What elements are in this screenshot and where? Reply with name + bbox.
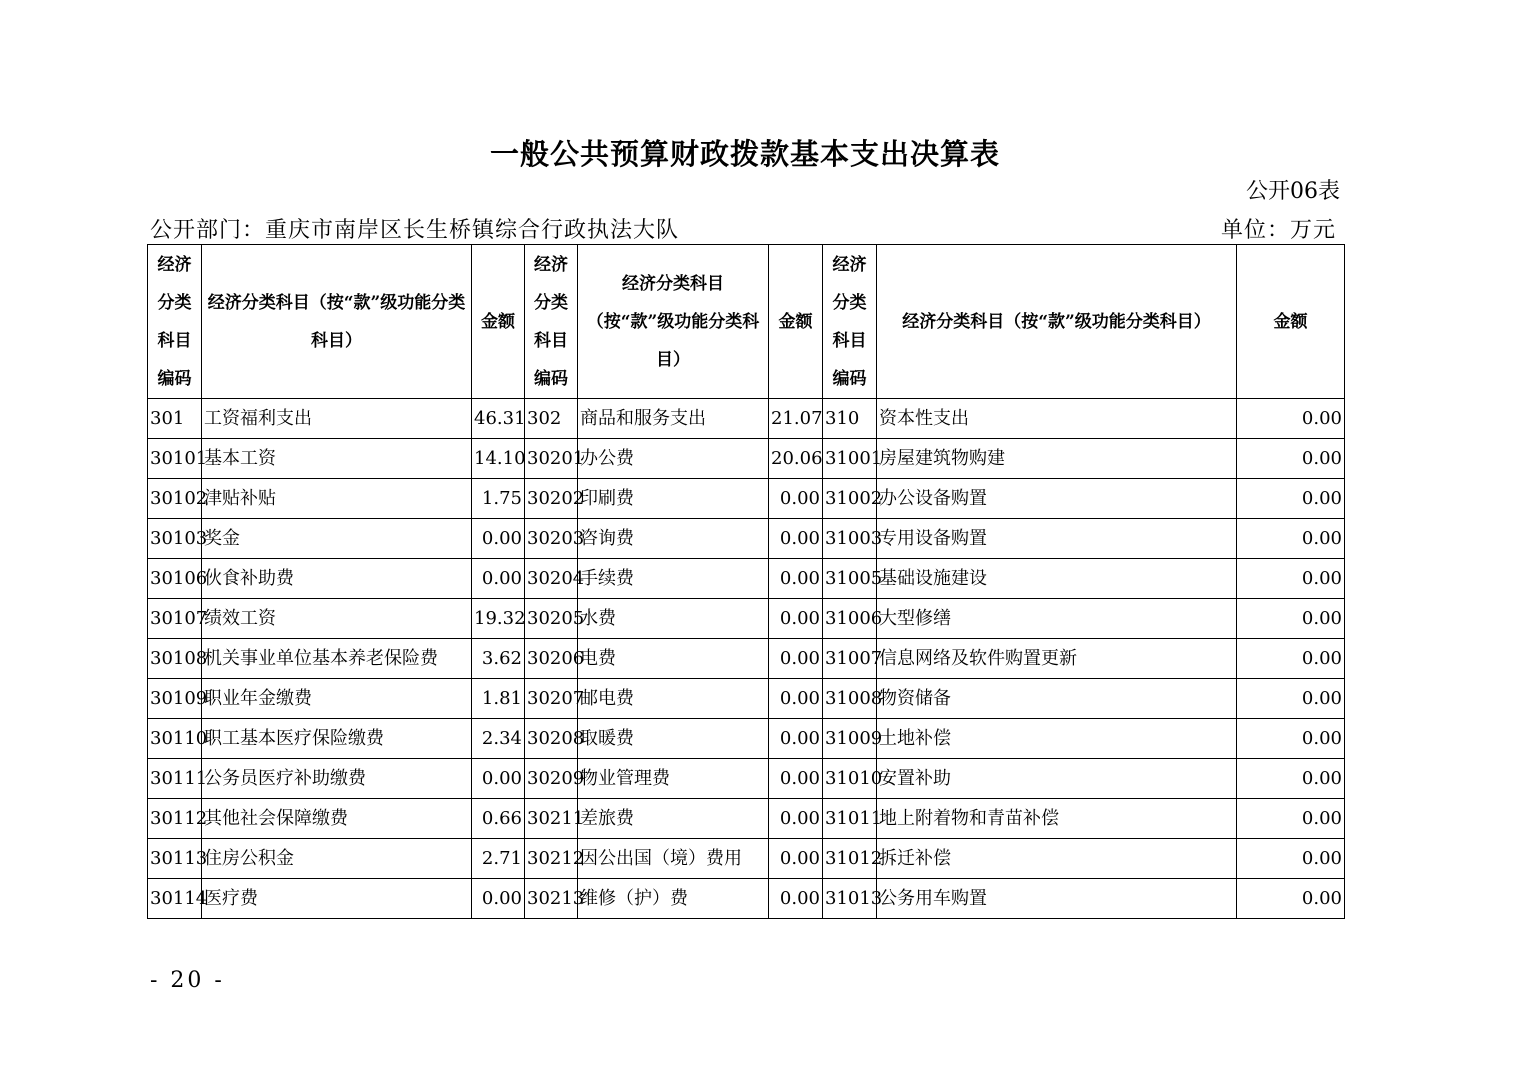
amount-cell: 1.75 [472, 479, 525, 519]
name-cell: 商品和服务支出 [578, 399, 769, 439]
name-cell: 资本性支出 [877, 399, 1237, 439]
budget-table [147, 244, 1345, 919]
name-cell: 土地补偿 [877, 719, 1237, 759]
code-cell: 30103 [148, 519, 202, 559]
table-row [148, 799, 1345, 839]
name-cell: 大型修缮 [877, 599, 1237, 639]
code-cell: 30206 [525, 639, 578, 679]
code-cell: 310 [823, 399, 877, 439]
amount-cell: 3.62 [472, 639, 525, 679]
table-row [148, 879, 1345, 919]
amount-cell: 0.00 [769, 679, 823, 719]
table-row [148, 839, 1345, 879]
code-cell: 30212 [525, 839, 578, 879]
code-cell: 31011 [823, 799, 877, 839]
name-cell: 办公设备购置 [877, 479, 1237, 519]
header-amount-2: 金额 [769, 245, 823, 399]
amount-cell: 0.00 [472, 759, 525, 799]
name-cell: 差旅费 [578, 799, 769, 839]
code-cell: 31010 [823, 759, 877, 799]
name-cell: 维修（护）费 [578, 879, 769, 919]
amount-cell: 0.00 [1237, 839, 1345, 879]
table-row [148, 479, 1345, 519]
name-cell: 信息网络及软件购置更新 [877, 639, 1237, 679]
code-cell: 30205 [525, 599, 578, 639]
code-cell: 30101 [148, 439, 202, 479]
name-cell: 地上附着物和青苗补偿 [877, 799, 1237, 839]
name-cell: 公务用车购置 [877, 879, 1237, 919]
table-row [148, 519, 1345, 559]
amount-cell: 0.00 [1237, 799, 1345, 839]
code-cell: 31002 [823, 479, 877, 519]
code-cell: 31003 [823, 519, 877, 559]
page-number: - 20 - [150, 968, 225, 993]
name-cell: 津贴补贴 [202, 479, 472, 519]
amount-cell: 0.00 [769, 839, 823, 879]
name-cell: 其他社会保障缴费 [202, 799, 472, 839]
amount-cell: 0.00 [1237, 719, 1345, 759]
name-cell: 水费 [578, 599, 769, 639]
table-row [148, 439, 1345, 479]
name-cell: 专用设备购置 [877, 519, 1237, 559]
name-cell: 奖金 [202, 519, 472, 559]
code-cell: 30211 [525, 799, 578, 839]
table-row [148, 639, 1345, 679]
table-header-row [148, 245, 1345, 399]
code-cell: 31006 [823, 599, 877, 639]
amount-cell: 0.00 [769, 759, 823, 799]
code-cell: 30204 [525, 559, 578, 599]
amount-cell: 0.00 [1237, 599, 1345, 639]
amount-cell: 20.06 [769, 439, 823, 479]
code-cell: 30213 [525, 879, 578, 919]
header-code-3: 经济分类科目编码 [823, 245, 877, 399]
page-title: 一般公共预算财政拨款基本支出决算表 [489, 137, 1000, 171]
name-cell: 物资储备 [877, 679, 1237, 719]
code-cell: 30113 [148, 839, 202, 879]
code-cell: 30111 [148, 759, 202, 799]
amount-cell: 2.71 [472, 839, 525, 879]
name-cell: 印刷费 [578, 479, 769, 519]
amount-cell: 0.00 [1237, 559, 1345, 599]
code-cell: 30109 [148, 679, 202, 719]
code-cell: 30114 [148, 879, 202, 919]
header-amount-3: 金额 [1237, 245, 1345, 399]
amount-cell: 19.32 [472, 599, 525, 639]
form-number: 公开06表 [1246, 179, 1340, 204]
amount-cell: 0.00 [1237, 679, 1345, 719]
amount-cell: 0.00 [769, 519, 823, 559]
name-cell: 物业管理费 [578, 759, 769, 799]
amount-cell: 0.00 [1237, 399, 1345, 439]
name-cell: 工资福利支出 [202, 399, 472, 439]
amount-cell: 0.00 [1237, 439, 1345, 479]
name-cell: 医疗费 [202, 879, 472, 919]
header-code-1: 经济分类科目编码 [148, 245, 202, 399]
table-row [148, 559, 1345, 599]
amount-cell: 0.00 [769, 599, 823, 639]
department-label: 公开部门：重庆市南岸区长生桥镇综合行政执法大队 [150, 218, 680, 243]
amount-cell: 46.31 [472, 399, 525, 439]
name-cell: 电费 [578, 639, 769, 679]
name-cell: 咨询费 [578, 519, 769, 559]
amount-cell: 0.00 [769, 479, 823, 519]
table-row [148, 719, 1345, 759]
code-cell: 30110 [148, 719, 202, 759]
name-cell: 房屋建筑物购建 [877, 439, 1237, 479]
amount-cell: 0.00 [1237, 759, 1345, 799]
amount-cell: 0.00 [472, 519, 525, 559]
table-row [148, 679, 1345, 719]
header-amount-1: 金额 [472, 245, 525, 399]
amount-cell: 0.00 [472, 559, 525, 599]
code-cell: 30202 [525, 479, 578, 519]
code-cell: 31008 [823, 679, 877, 719]
name-cell: 取暖费 [578, 719, 769, 759]
amount-cell: 0.00 [472, 879, 525, 919]
name-cell: 基础设施建设 [877, 559, 1237, 599]
code-cell: 30201 [525, 439, 578, 479]
code-cell: 31009 [823, 719, 877, 759]
code-cell: 30108 [148, 639, 202, 679]
amount-cell: 14.10 [472, 439, 525, 479]
unit-label: 单位：万元 [1220, 218, 1336, 243]
name-cell: 手续费 [578, 559, 769, 599]
name-cell: 安置补助 [877, 759, 1237, 799]
amount-cell: 0.00 [1237, 639, 1345, 679]
code-cell: 30112 [148, 799, 202, 839]
header-code-2: 经济分类科目编码 [525, 245, 578, 399]
name-cell: 因公出国（境）费用 [578, 839, 769, 879]
code-cell: 30207 [525, 679, 578, 719]
amount-cell: 0.00 [769, 639, 823, 679]
code-cell: 31013 [823, 879, 877, 919]
code-cell: 30106 [148, 559, 202, 599]
amount-cell: 2.34 [472, 719, 525, 759]
code-cell: 30208 [525, 719, 578, 759]
table-row [148, 759, 1345, 799]
amount-cell: 0.00 [769, 879, 823, 919]
code-cell: 30203 [525, 519, 578, 559]
amount-cell: 1.81 [472, 679, 525, 719]
code-cell: 302 [525, 399, 578, 439]
code-cell: 30107 [148, 599, 202, 639]
name-cell: 邮电费 [578, 679, 769, 719]
header-name-3: 经济分类科目（按“款”级功能分类科目） [877, 245, 1237, 399]
amount-cell: 0.00 [769, 559, 823, 599]
amount-cell: 0.00 [1237, 879, 1345, 919]
header-name-2: 经济分类科目（按“款”级功能分类科目） [578, 245, 769, 399]
amount-cell: 0.66 [472, 799, 525, 839]
amount-cell: 0.00 [769, 719, 823, 759]
name-cell: 基本工资 [202, 439, 472, 479]
header-name-1: 经济分类科目（按“款”级功能分类科目） [202, 245, 472, 399]
code-cell: 31012 [823, 839, 877, 879]
amount-cell: 21.07 [769, 399, 823, 439]
table-row [148, 599, 1345, 639]
code-cell: 31005 [823, 559, 877, 599]
amount-cell: 0.00 [769, 799, 823, 839]
name-cell: 绩效工资 [202, 599, 472, 639]
name-cell: 拆迁补偿 [877, 839, 1237, 879]
name-cell: 公务员医疗补助缴费 [202, 759, 472, 799]
code-cell: 301 [148, 399, 202, 439]
table-row [148, 399, 1345, 439]
name-cell: 机关事业单位基本养老保险费 [202, 639, 472, 679]
amount-cell: 0.00 [1237, 519, 1345, 559]
name-cell: 办公费 [578, 439, 769, 479]
name-cell: 职业年金缴费 [202, 679, 472, 719]
code-cell: 30209 [525, 759, 578, 799]
name-cell: 职工基本医疗保险缴费 [202, 719, 472, 759]
code-cell: 30102 [148, 479, 202, 519]
amount-cell: 0.00 [1237, 479, 1345, 519]
name-cell: 伙食补助费 [202, 559, 472, 599]
code-cell: 31001 [823, 439, 877, 479]
name-cell: 住房公积金 [202, 839, 472, 879]
code-cell: 31007 [823, 639, 877, 679]
